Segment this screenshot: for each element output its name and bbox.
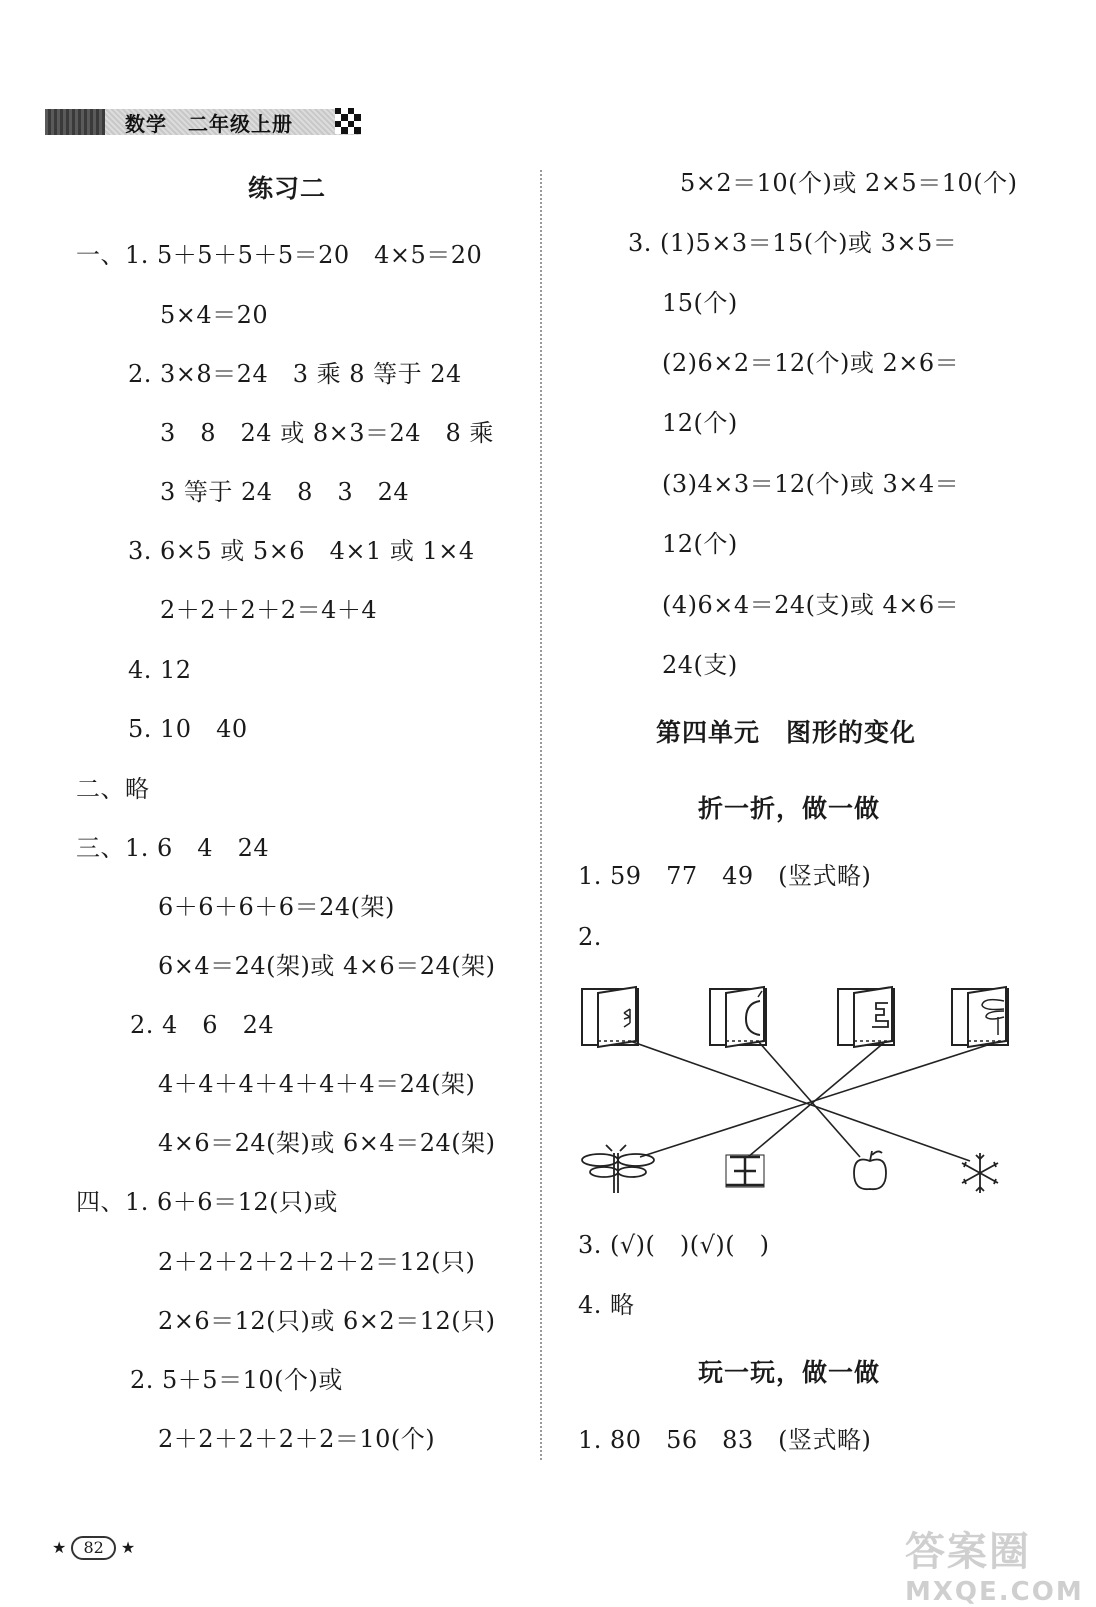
- subsection-title: 玩一玩，做一做: [698, 1358, 881, 1387]
- answer-line: 5×4＝20: [160, 301, 269, 329]
- answer-line: 2. 4 6 24: [130, 1011, 275, 1039]
- answer-line: 二、略: [76, 775, 150, 803]
- page-number: 82: [71, 1536, 115, 1560]
- answer-line: 一、1. 5＋5＋5＋5＝20 4×5＝20: [76, 241, 483, 269]
- answer-line: 6×4＝24(架)或 4×6＝24(架): [158, 952, 496, 980]
- answer-line: 2. 5＋5＝10(个)或: [130, 1366, 343, 1394]
- answer-line: 2.: [578, 923, 602, 951]
- connection-lines: [630, 1041, 1000, 1161]
- answer-line: 3. 6×5 或 5×6 4×1 或 1×4: [128, 537, 475, 565]
- watermark: [905, 1520, 1084, 1607]
- answer-line: (3)4×3＝12(个)或 3×4＝: [662, 470, 960, 498]
- header-band: [45, 107, 363, 137]
- answer-line: 5. 10 40: [128, 715, 248, 743]
- answer-line: 四、1. 6＋6＝12(只)或: [76, 1188, 338, 1216]
- answer-line: 15(个): [662, 289, 738, 317]
- answer-line: 4. 12: [128, 656, 192, 684]
- folded-paper-wang: [838, 987, 894, 1047]
- answer-line: 2＋2＋2＋2＋2＝10(个): [158, 1425, 436, 1453]
- answer-line: 6＋6＋6＋6＝24(架): [158, 893, 395, 921]
- answer-line: (4)6×4＝24(支)或 4×6＝: [662, 591, 960, 619]
- folded-paper-apple: [710, 987, 766, 1047]
- answer-line: 三、1. 6 4 24: [76, 834, 270, 862]
- book-title: 数学 二年级上册: [125, 112, 293, 136]
- answer-line: 24(支): [662, 651, 738, 679]
- checker-icon: [335, 108, 361, 134]
- answer-line: 12(个): [662, 409, 738, 437]
- answer-line: 12(个): [662, 530, 738, 558]
- watermark-url: MXQE.COM: [905, 1577, 1084, 1607]
- answer-line: 3 8 24 或 8×3＝24 8 乘: [160, 419, 494, 447]
- answer-line: 4. 略: [578, 1291, 635, 1319]
- star-icon: ★: [120, 1538, 136, 1557]
- answer-line: 2×6＝12(只)或 6×2＝12(只): [158, 1307, 496, 1335]
- answer-line: 4×6＝24(架)或 6×4＝24(架): [158, 1129, 496, 1157]
- answer-line: 2. 3×8＝24 3 乘 8 等于 24: [128, 360, 462, 388]
- answer-line: 1. 80 56 83 (竖式略): [578, 1426, 872, 1454]
- dragonfly-shape: [582, 1145, 654, 1193]
- answer-line: 3 等于 24 8 3 24: [160, 478, 410, 506]
- wang-shape: [726, 1155, 764, 1187]
- answer-line: 3. (√)( )(√)( ): [578, 1231, 770, 1259]
- answer-line: 2＋2＋2＋2＝4＋4: [160, 596, 378, 624]
- folded-paper-snowflake: [582, 987, 638, 1047]
- answer-line: 5×2＝10(个)或 2×5＝10(个): [680, 169, 1018, 197]
- watermark-text: 答案圈: [905, 1529, 1031, 1575]
- subsection-title: 折一折，做一做: [698, 794, 881, 823]
- matching-figure: [570, 975, 1040, 1205]
- header-dark-block: [45, 109, 105, 135]
- star-icon: ★: [52, 1538, 67, 1557]
- folded-paper-dragonfly: [952, 987, 1008, 1047]
- answer-line: (2)6×2＝12(个)或 2×6＝: [662, 349, 960, 377]
- snowflake-shape: [962, 1153, 998, 1193]
- answer-line: 3. (1)5×3＝15(个)或 3×5＝: [628, 229, 958, 257]
- unit-title: 第四单元 图形的变化: [656, 718, 917, 747]
- answer-line: 2＋2＋2＋2＋2＋2＝12(只): [158, 1248, 476, 1276]
- column-divider: [540, 170, 542, 1460]
- page-footer: [52, 1536, 135, 1560]
- answer-line: 1. 59 77 49 (竖式略): [578, 862, 872, 890]
- answer-line: 4＋4＋4＋4＋4＋4＝24(架): [158, 1070, 476, 1098]
- section-title: 练习二: [248, 174, 327, 203]
